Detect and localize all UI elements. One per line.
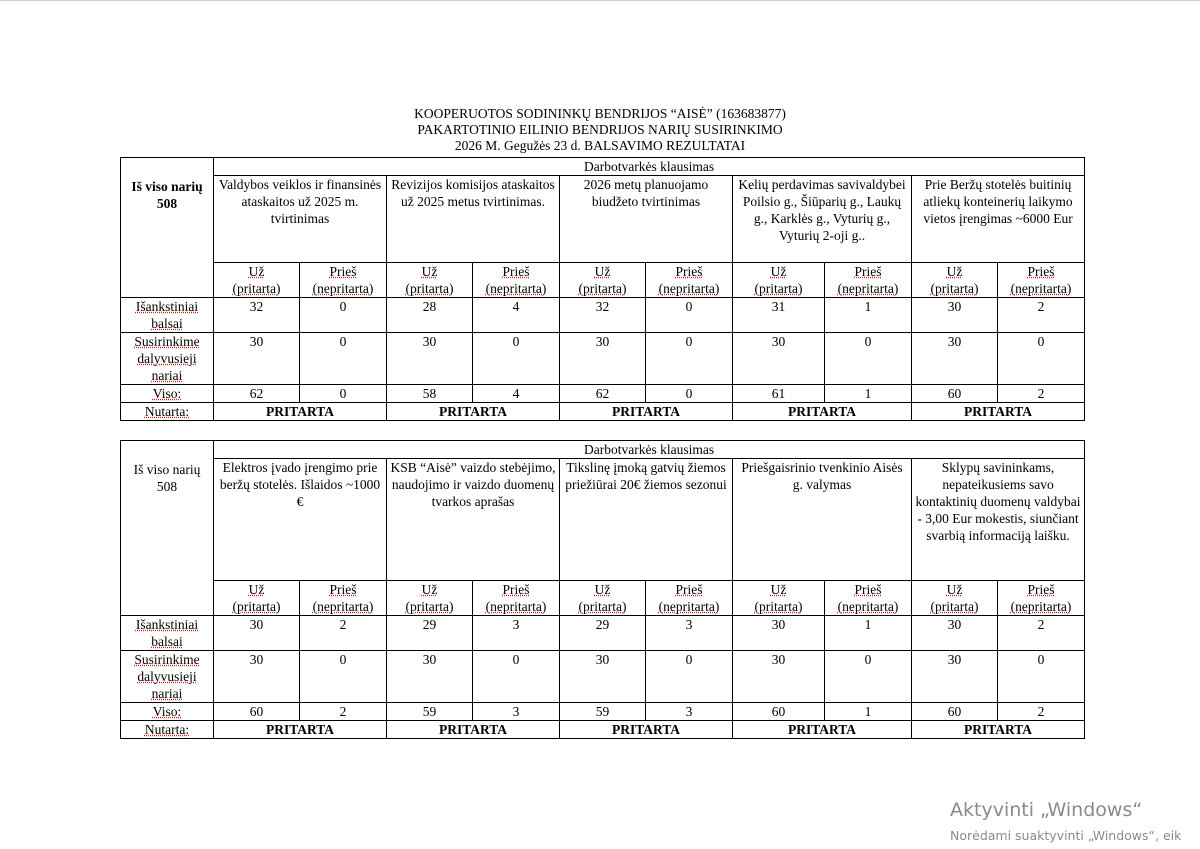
members-total-cell: Iš viso narių 508 — [121, 158, 214, 298]
vote-for-sublabel: (pritarta) — [232, 599, 281, 614]
vote-for-value: 30 — [387, 333, 473, 385]
vote-for-value: 61 — [733, 385, 825, 403]
vote-against-header — [300, 263, 387, 298]
vote-for-header — [733, 263, 825, 298]
vote-for-label: Už — [770, 582, 787, 597]
vote-against-value: 1 — [825, 703, 912, 721]
vote-for-sublabel: (pritarta) — [578, 599, 627, 614]
vote-against-value: 3 — [473, 616, 560, 651]
voting-results-table-2 — [120, 440, 1085, 739]
vote-against-sublabel: (nepritarta) — [312, 281, 374, 296]
vote-against-value: 0 — [473, 651, 560, 703]
vote-against-value: 0 — [300, 385, 387, 403]
vote-against-label: Prieš — [502, 582, 530, 597]
vote-against-value: 1 — [825, 385, 912, 403]
vote-against-value: 3 — [646, 703, 733, 721]
vote-for-value: 30 — [912, 333, 998, 385]
vote-for-sublabel: (pritarta) — [754, 599, 803, 614]
vote-against-value: 0 — [300, 333, 387, 385]
agenda-header: Darbotvarkės klausimas — [214, 158, 1085, 176]
vote-for-value: 59 — [560, 703, 646, 721]
vote-for-sublabel: (pritarta) — [578, 281, 627, 296]
agenda-header-row — [121, 441, 1085, 459]
vote-for-value: 60 — [214, 703, 300, 721]
vote-for-value: 30 — [214, 616, 300, 651]
vote-for-label: Už — [770, 264, 787, 279]
vote-against-sublabel: (nepritarta) — [1010, 599, 1072, 614]
vote-against-value: 4 — [473, 298, 560, 333]
vote-for-sublabel: (pritarta) — [405, 599, 454, 614]
vote-for-header — [387, 263, 473, 298]
decision-result: PRITARTA — [733, 721, 912, 739]
decision-result: PRITARTA — [387, 403, 560, 421]
vote-against-value: 2 — [300, 616, 387, 651]
vote-for-value: 60 — [912, 703, 998, 721]
vote-for-value: 30 — [912, 616, 998, 651]
questions-row — [121, 176, 1085, 263]
vote-for-header — [733, 581, 825, 616]
agenda-question-4: Priešgaisrinio tvenkinio Aisės g. valymas — [733, 459, 912, 581]
vote-against-header — [646, 581, 733, 616]
vote-against-value: 0 — [300, 298, 387, 333]
total-votes-row-label-text: Viso: — [152, 386, 182, 401]
vote-against-header — [825, 263, 912, 298]
vote-for-value: 30 — [560, 651, 646, 703]
vote-for-value: 30 — [733, 651, 825, 703]
decision-label-text: Nutarta: — [144, 722, 190, 737]
decision-result: PRITARTA — [214, 721, 387, 739]
vote-for-label: Už — [594, 264, 611, 279]
vote-for-value: 29 — [560, 616, 646, 651]
vote-for-value: 62 — [214, 385, 300, 403]
vote-against-value: 3 — [646, 616, 733, 651]
meeting-votes-row-label-text: Susirinkime dalyvusieji nariai — [134, 334, 200, 383]
vote-for-header — [912, 581, 998, 616]
vote-for-value: 30 — [912, 298, 998, 333]
vote-for-header — [214, 263, 300, 298]
vote-for-label: Už — [946, 264, 963, 279]
watermark-subtitle: Norėdami suaktyvinti „Windows“, eik — [950, 828, 1182, 843]
meeting-votes-row-label — [121, 651, 214, 703]
total-votes-row-label — [121, 703, 214, 721]
members-total-cell: Iš viso narių 508 — [121, 441, 214, 616]
meeting-votes-row-label-text: Susirinkime dalyvusieji nariai — [134, 652, 200, 701]
voting-results-table-1 — [120, 157, 1085, 421]
vote-for-label: Už — [248, 582, 265, 597]
agenda-question-3: Tikslinę įmoką gatvių žiemos priežiūrai 20€ žiemos sezonui — [560, 459, 733, 581]
vote-for-value: 30 — [560, 333, 646, 385]
vote-against-value: 0 — [473, 333, 560, 385]
total-votes-row-label-text: Viso: — [152, 704, 182, 719]
vote-for-sublabel: (pritarta) — [930, 281, 979, 296]
vote-for-value: 62 — [560, 385, 646, 403]
vote-against-header — [473, 581, 560, 616]
vote-for-header — [560, 263, 646, 298]
vote-against-label: Prieš — [1027, 582, 1055, 597]
vote-against-label: Prieš — [1027, 264, 1055, 279]
vote-for-label: Už — [421, 582, 438, 597]
meeting-votes-row-label — [121, 333, 214, 385]
vote-for-value: 30 — [214, 651, 300, 703]
vote-for-value: 31 — [733, 298, 825, 333]
vote-against-value: 1 — [825, 298, 912, 333]
vote-against-sublabel: (nepritarta) — [485, 281, 547, 296]
vote-against-header — [998, 263, 1085, 298]
vote-against-sublabel: (nepritarta) — [312, 599, 374, 614]
vote-against-label: Prieš — [854, 582, 882, 597]
vote-against-sublabel: (nepritarta) — [658, 599, 720, 614]
agenda-question-5: Sklypų savininkams, nepateikusiems savo kontaktinių duomenų valdybai - 3,00 Eur mokestis, siunčiant svarbią informaciją laišku. — [912, 459, 1085, 581]
vote-against-value: 2 — [998, 616, 1085, 651]
vote-for-value: 30 — [733, 333, 825, 385]
vote-against-value: 0 — [646, 298, 733, 333]
questions-row — [121, 459, 1085, 581]
decision-result: PRITARTA — [387, 721, 560, 739]
vote-for-value: 59 — [387, 703, 473, 721]
vote-against-value: 1 — [825, 616, 912, 651]
agenda-question-1: Elektros įvado įrengimo prie beržų stotelės. Išlaidos ~1000 € — [214, 459, 387, 581]
vote-for-header — [912, 263, 998, 298]
vote-against-label: Prieš — [675, 264, 703, 279]
heading-line-3: 2026 M. Gegužės 23 d. BALSAVIMO REZULTATAI — [454, 138, 746, 153]
advance-votes-row-label-text: Išankstiniai balsai — [135, 299, 199, 331]
vote-against-header — [300, 581, 387, 616]
vote-for-value: 28 — [387, 298, 473, 333]
decision-result: PRITARTA — [912, 721, 1085, 739]
decision-row — [121, 721, 1085, 739]
total-votes-row — [121, 385, 1085, 403]
vote-for-label: Už — [421, 264, 438, 279]
vote-against-header — [825, 581, 912, 616]
agenda-header-row — [121, 158, 1085, 176]
vote-against-value: 0 — [300, 651, 387, 703]
advance-votes-row — [121, 298, 1085, 333]
vote-against-sublabel: (nepritarta) — [837, 599, 899, 614]
meeting-votes-row — [121, 333, 1085, 385]
vote-against-header — [473, 263, 560, 298]
vote-against-sublabel: (nepritarta) — [658, 281, 720, 296]
vote-against-label: Prieš — [502, 264, 530, 279]
advance-votes-row-label-text: Išankstiniai balsai — [135, 617, 199, 649]
agenda-question-1: Valdybos veiklos ir finansinės ataskaitos už 2025 m. tvirtinimas — [214, 176, 387, 263]
watermark-title: Aktyvinti „Windows“ — [950, 799, 1143, 821]
vote-for-sublabel: (pritarta) — [405, 281, 454, 296]
total-votes-row-label — [121, 385, 214, 403]
vote-against-label: Prieš — [329, 264, 357, 279]
decision-result: PRITARTA — [214, 403, 387, 421]
advance-votes-row — [121, 616, 1085, 651]
vote-for-label: Už — [248, 264, 265, 279]
vote-against-value: 0 — [646, 651, 733, 703]
decision-result: PRITARTA — [560, 721, 733, 739]
vote-for-value: 58 — [387, 385, 473, 403]
decision-result: PRITARTA — [560, 403, 733, 421]
advance-votes-row-label — [121, 298, 214, 333]
advance-votes-row-label — [121, 616, 214, 651]
vote-for-label: Už — [594, 582, 611, 597]
vote-against-header — [998, 581, 1085, 616]
windows-activation-watermark — [950, 798, 1181, 843]
decision-row — [121, 403, 1085, 421]
decision-result: PRITARTA — [733, 403, 912, 421]
vote-against-value: 2 — [998, 385, 1085, 403]
agenda-question-2: Revizijos komisijos ataskaitos už 2025 metus tvirtinimas. — [387, 176, 560, 263]
vote-for-header — [560, 581, 646, 616]
vote-against-label: Prieš — [854, 264, 882, 279]
vote-against-sublabel: (nepritarta) — [1010, 281, 1072, 296]
decision-result: PRITARTA — [912, 403, 1085, 421]
vote-for-label: Už — [946, 582, 963, 597]
vote-against-value: 3 — [473, 703, 560, 721]
vote-against-value: 4 — [473, 385, 560, 403]
agenda-question-5: Prie Beržų stotelės buitinių atliekų konteinerių laikymo vietos įrengimas ~6000 Eur — [912, 176, 1085, 263]
vote-for-value: 60 — [912, 385, 998, 403]
vote-for-value: 32 — [214, 298, 300, 333]
vote-against-sublabel: (nepritarta) — [485, 599, 547, 614]
vote-against-value: 2 — [998, 298, 1085, 333]
vote-for-value: 30 — [912, 651, 998, 703]
vote-against-value: 0 — [646, 385, 733, 403]
vote-type-row — [121, 581, 1085, 616]
agenda-question-4: Kelių perdavimas savivaldybei Poilsio g., Šiūparių g., Laukų g., Karklės g., Vyturių g., Vyturių 2-oji g.. — [733, 176, 912, 263]
vote-against-header — [646, 263, 733, 298]
vote-for-header — [387, 581, 473, 616]
vote-against-value: 2 — [998, 703, 1085, 721]
vote-for-sublabel: (pritarta) — [232, 281, 281, 296]
vote-for-value: 30 — [214, 333, 300, 385]
agenda-question-2: KSB “Aisė” vaizdo stebėjimo, naudojimo ir vaizdo duomenų tvarkos aprašas — [387, 459, 560, 581]
vote-type-row — [121, 263, 1085, 298]
heading-line-2: PAKARTOTINIO EILINIO BENDRIJOS NARIŲ SUSIRINKIMO — [417, 122, 783, 137]
vote-against-label: Prieš — [329, 582, 357, 597]
document-heading — [0, 106, 1200, 154]
meeting-votes-row — [121, 651, 1085, 703]
total-votes-row — [121, 703, 1085, 721]
vote-for-value: 32 — [560, 298, 646, 333]
vote-for-value: 60 — [733, 703, 825, 721]
vote-for-sublabel: (pritarta) — [754, 281, 803, 296]
vote-against-value: 0 — [646, 333, 733, 385]
vote-for-value: 30 — [387, 651, 473, 703]
vote-against-value: 2 — [300, 703, 387, 721]
vote-for-header — [214, 581, 300, 616]
vote-against-value: 0 — [998, 333, 1085, 385]
vote-for-value: 30 — [733, 616, 825, 651]
vote-against-label: Prieš — [675, 582, 703, 597]
decision-row-label — [121, 721, 214, 739]
vote-for-sublabel: (pritarta) — [930, 599, 979, 614]
decision-row-label — [121, 403, 214, 421]
vote-against-value: 0 — [998, 651, 1085, 703]
agenda-header: Darbotvarkės klausimas — [214, 441, 1085, 459]
decision-label-text: Nutarta: — [144, 404, 190, 419]
agenda-question-3: 2026 metų planuojamo biudžeto tvirtinimas — [560, 176, 733, 263]
vote-for-value: 29 — [387, 616, 473, 651]
vote-against-value: 0 — [825, 333, 912, 385]
heading-line-1: KOOPERUOTOS SODININKŲ BENDRIJOS “AISĖ” (163683877) — [414, 106, 786, 121]
vote-against-sublabel: (nepritarta) — [837, 281, 899, 296]
vote-against-value: 0 — [825, 651, 912, 703]
